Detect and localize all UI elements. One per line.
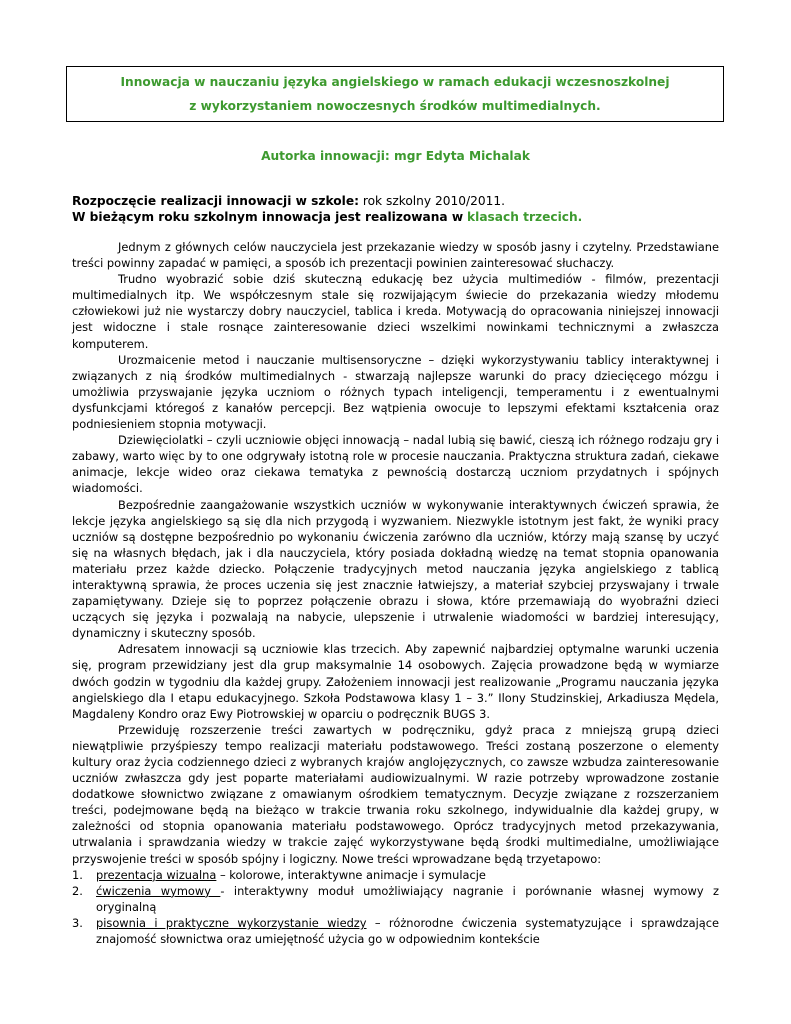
current-info	[72, 210, 582, 224]
paragraph: Bezpośrednie zaangażowanie wszystkich uczniów w wykonywanie interaktywnych ćwiczeń sprawia, że lekcje języka angielskiego są się dla nich przygodą i wyzwaniem. Niezwykle istotnym jest fakt, że wyniki pracy uczniów są dostępne bezpośrednio po wykonaniu ćwiczenia zarówno dla uczniów, którzy mają szansę by uczyć się na własnych błędach, jak i dla nauczyciela, który posiada dokładną wiedzę na temat stopnia opanowania materiału przez każde dziecko. Połączenie tradycyjnych metod nauczania języka angielskiego z tablicą interaktywną sprawia, że proces uczenia się jest znacznie łatwiejszy, a materiał szybciej przyswajany i trwale zapamiętywany. Dzieje się to poprzez połączenie obrazu i słowa, które przemawiają do wyobraźni dzieci uczących się języka i pozwalają na nabycie, ulepszenie i utrwalenie wiadomości w bardziej interesujący, dynamiczny i skuteczny sposób.	[72, 497, 719, 641]
list-term: prezentacja wizualna	[96, 867, 217, 882]
start-info	[72, 194, 505, 208]
current-value: klasach trzecich.	[467, 210, 583, 224]
title-line-1: Innowacja w nauczaniu języka angielskiego w ramach edukacji wczesnoszkolnej	[120, 75, 670, 89]
paragraph: Przewiduję rozszerzenie treści zawartych w podręczniku, gdyż praca z mniejszą grupą dzieci niewątpliwie przyśpieszy tempo realizacji materiału podstawowego. Treści zostaną poszerzone o elementy kultury oraz życia codziennego dzieci z wybranych krajów anglojęzycznych, co zawsze wzbudza zainteresowanie uczniów zwłaszcza gdy jest poparte materiałami audiowizualnymi. W razie potrzeby wprowadzone zostanie dodatkowe słownictwo związane z omawianym ośrodkiem tematycznym. Decyzje związane z rozszerzaniem treści, podejmowane będą na bieżąco w trakcie trwania roku szkolnego, indywidualnie dla każdej grupy, w zależności od stopnia opanowania materiału podstawowego. Oprócz tradycyjnych metod przekazywania, utrwalania i sprawdzania wiedzy w trakcie zajęć wykorzystywane będą środki multimedialne, umożliwiające przyswojenie treści w sposób spójny i logiczny. Nowe treści wprowadzane będą trzyetapowo:	[72, 722, 719, 866]
author-line: Autorka innowacji: mgr Edyta Michalak	[261, 149, 530, 163]
title-box	[66, 66, 724, 122]
paragraph: Dziewięciolatki – czyli uczniowie objęci innowacją – nadal lubią się bawić, cieszą ich różnego rodzaju gry i zabawy, warto więc by to one odgrywały istotną role w procesie nauczania. Praktyczna struktura zadań, ciekawe animacje, lekcje wideo oraz ciekawa tematyka z pewnością dostarczą uczniom przydatnych i spójnych wiadomości.	[72, 433, 719, 496]
list-text: – różnorodne ćwiczenia systematyzujące i sprawdzające znajomość słownictwa oraz umiejętność użycia go w odpowiednim kontekście	[96, 915, 719, 947]
paragraph: Jednym z głównych celów nauczyciela jest przekazanie wiedzy w sposób jasny i czytelny. Przedstawiane treści powinny zapadać w pamięci, a sposób ich prezentacji powinien zainteresować słuchaczy.	[72, 240, 719, 271]
start-value: rok szkolny 2010/2011.	[362, 194, 506, 208]
paragraph: Urozmaicenie metod i nauczanie multisensoryczne – dzięki wykorzystywaniu tablicy interaktywnej i związanych z nią środków multimedialnych - stwarzają najlepsze warunki do pracy dziecięcego mózgu i umożliwia przyswajanie języka uczniom o różnych typach inteligencji, temperamentu i z ewentualnymi dysfunkcjami któregoś z kanałów percepcji. Bez wątpienia owocuje to lepszymi efektami kształcenia oraz podniesieniem stopnia motywacji.	[72, 352, 719, 432]
title-line-2: z wykorzystaniem nowoczesnych środków multimedialnych.	[189, 99, 601, 113]
list-item	[72, 867, 719, 883]
list-item	[72, 883, 719, 915]
list-term: ćwiczenia wymowy	[96, 883, 221, 898]
list-number: 2.	[72, 883, 83, 898]
stage-list	[72, 867, 719, 947]
paragraph: Trudno wyobrazić sobie dziś skuteczną edukację bez użycia multimediów - filmów, prezentacji multimedialnych itp. We współczesnym stale się rozwijającym świecie do przekazania wiedzy młodemu człowiekowi już nie wystarczy dobry nauczyciel, tablica i kreda. Motywacją do opracowania niniejszej innowacji jest widoczne i stale rosnące zainteresowanie dzieci wszelkimi nowinkami technicznymi a zwłaszcza komputerem.	[72, 272, 719, 351]
current-label: W bieżącym roku szkolnym innowacja jest realizowana w	[72, 210, 464, 224]
start-label: Rozpoczęcie realizacji innowacji w szkole:	[72, 194, 359, 208]
list-item	[72, 915, 719, 947]
list-text: – kolorowe, interaktywne animacje i symulacje	[216, 867, 486, 882]
list-text: - interaktywny moduł umożliwiający nagranie i porównanie własnej wymowy z oryginalną	[96, 883, 719, 914]
list-term: pisownia i praktyczne wykorzystanie wiedzy	[96, 915, 367, 930]
list-number: 3.	[72, 915, 83, 930]
body-text	[72, 239, 719, 947]
list-number: 1.	[72, 867, 83, 882]
paragraph: Adresatem innowacji są uczniowie klas trzecich. Aby zapewnić najbardziej optymalne warunki uczenia się, program przewidziany jest dla grup maksymalnie 14 osobowych. Zajęcia prowadzone będą w wymiarze dwóch godzin w tygodniu dla każdej grupy. Założeniem innowacji jest realizowanie „Programu nauczania języka angielskiego dla I etapu edukacyjnego. Szkoła Podstawowa klasy 1 – 3.” Ilony Studzinskiej, Arkadiusza Mędela, Magdaleny Kondro oraz Ewy Piotrowskiej w oparciu o podręcznik BUGS 3.	[72, 642, 719, 721]
